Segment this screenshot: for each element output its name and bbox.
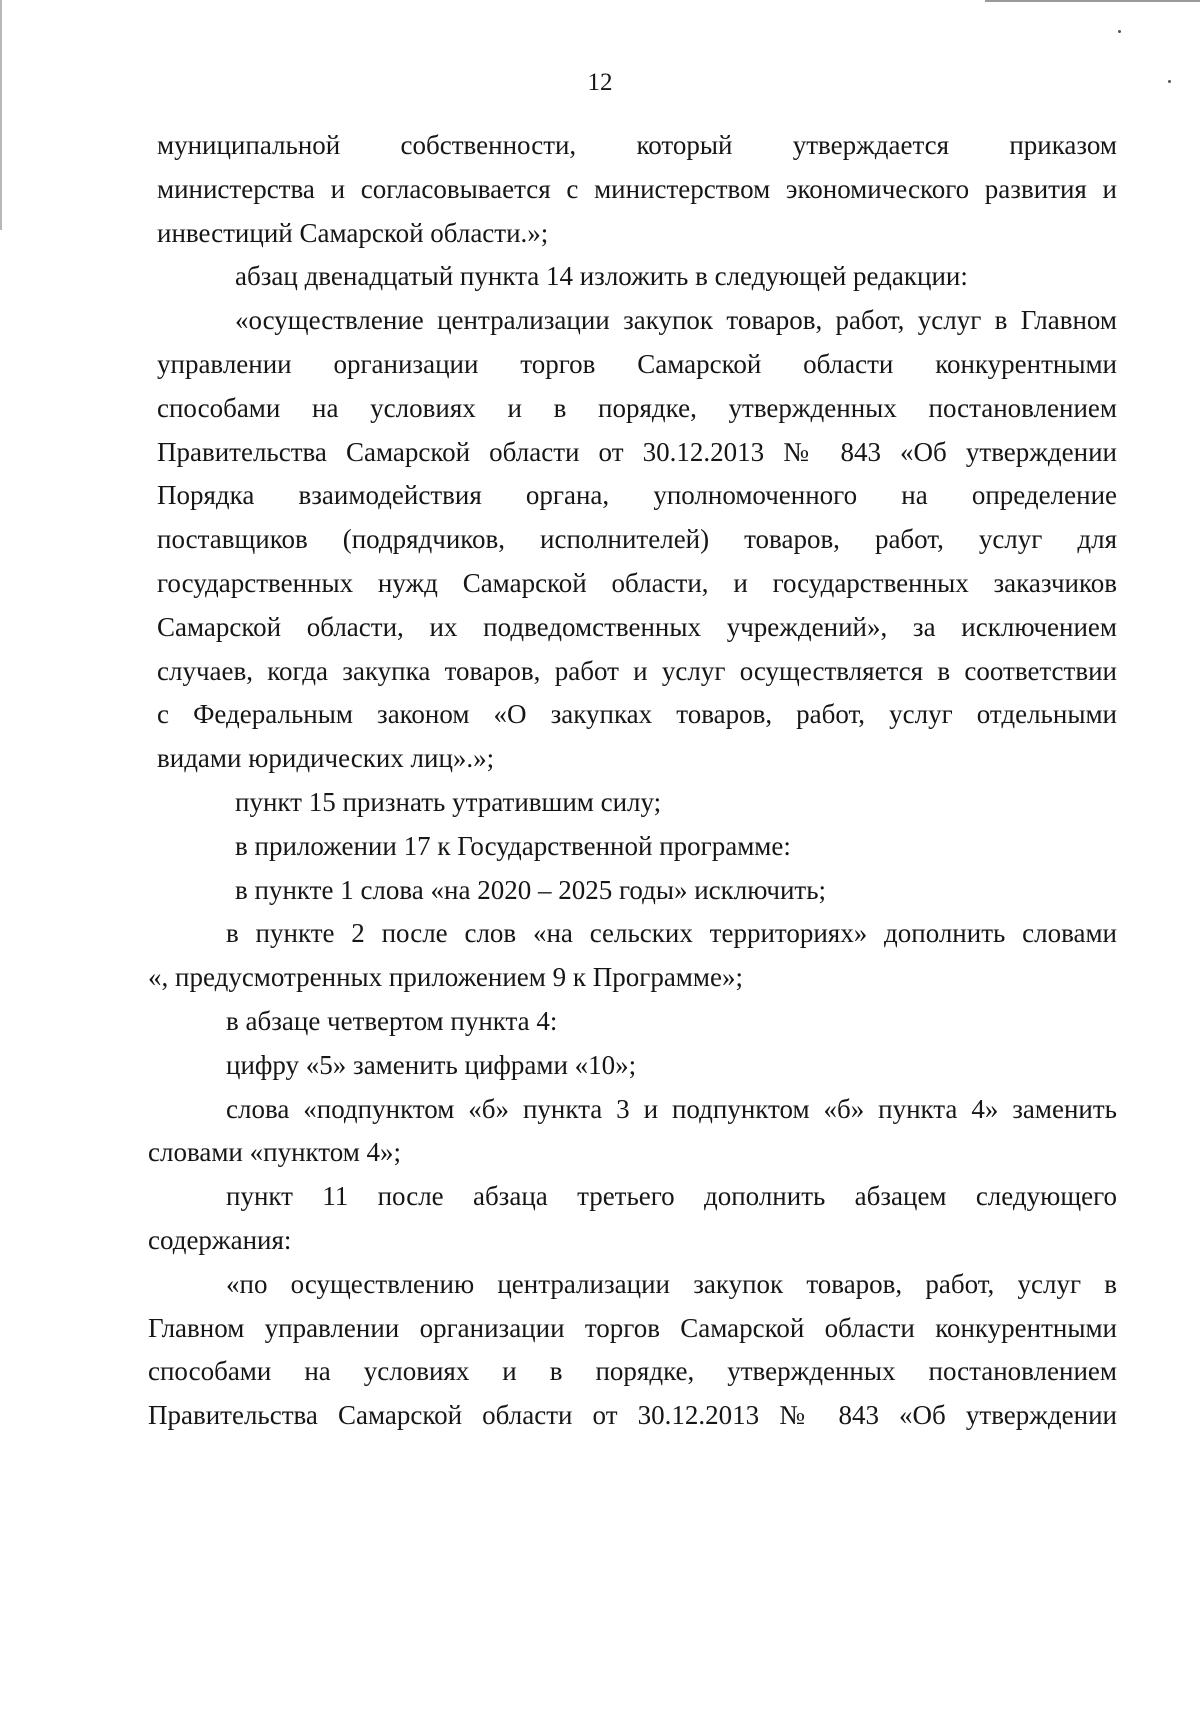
- text-line: в пункте 1 слова «на 2020 – 2025 годы» исключить;: [235, 874, 827, 905]
- page-number: 12: [587, 69, 613, 96]
- scan-edge-left: [0, 0, 2, 230]
- text-line: Самарской области, их подведомственных учреждений», за исключением: [157, 611, 1117, 642]
- text-line: способами на условиях и в порядке, утвержденных постановлением: [148, 1356, 1117, 1387]
- text-line: случаев, когда закупка товаров, работ и услуг осуществляется в соответствии: [157, 655, 1117, 686]
- text-line: видами юридических лиц».»;: [157, 743, 495, 774]
- text-line: поставщиков (подрядчиков, исполнителей) товаров, работ, услуг для: [157, 524, 1117, 555]
- text-line: абзац двенадцатый пункта 14 изложить в следующей редакции:: [235, 261, 968, 292]
- text-line: «осуществление централизации закупок товаров, работ, услуг в Главном: [235, 305, 1117, 336]
- text-line: цифру «5» заменить цифрами «10»;: [226, 1049, 637, 1080]
- text-line: «по осуществлению централизации закупок товаров, работ, услуг в: [226, 1268, 1117, 1299]
- text-line: Порядка взаимодействия органа, уполномоченного на определение: [157, 480, 1117, 511]
- scan-edge-top: [985, 0, 1200, 2]
- text-line: в пункте 2 после слов «на сельских территориях» дополнить словами: [226, 918, 1117, 949]
- document-body: [148, 124, 1117, 1438]
- text-line: «, предусмотренных приложением 9 к Программе»;: [148, 962, 743, 993]
- text-line: содержания:: [148, 1224, 292, 1255]
- text-line: в приложении 17 к Государственной программе:: [235, 830, 791, 861]
- text-line: в абзаце четвертом пункта 4:: [226, 1005, 558, 1036]
- text-line: Правительства Самарской области от 30.12.2013 № 843 «Об утверждении: [148, 1400, 1117, 1431]
- text-line: с Федеральным законом «О закупках товаров, работ, услуг отдельными: [157, 699, 1117, 730]
- text-line: инвестиций Самарской области.»;: [157, 217, 549, 248]
- text-line: государственных нужд Самарской области, и государственных заказчиков: [157, 567, 1117, 598]
- text-line: пункт 15 признать утратившим силу;: [235, 786, 662, 817]
- text-line: Правительства Самарской области от 30.12.2013 № 843 «Об утверждении: [157, 436, 1117, 467]
- text-line: Главном управлении организации торгов Самарской области конкурентными: [148, 1312, 1117, 1343]
- scan-speck: [1118, 30, 1121, 33]
- text-line: словами «пунктом 4»;: [148, 1137, 402, 1168]
- text-line: слова «подпунктом «б» пункта 3 и подпунктом «б» пункта 4» заменить: [226, 1093, 1117, 1124]
- text-line: управлении организации торгов Самарской области конкурентными: [157, 348, 1117, 379]
- text-line: способами на условиях и в порядке, утвержденных постановлением: [157, 392, 1117, 423]
- text-line: пункт 11 после абзаца третьего дополнить абзацем следующего: [226, 1181, 1117, 1212]
- text-line: министерства и согласовывается с министерством экономического развития и: [157, 173, 1117, 204]
- text-line: муниципальной собственности, который утверждается приказом: [157, 130, 1117, 160]
